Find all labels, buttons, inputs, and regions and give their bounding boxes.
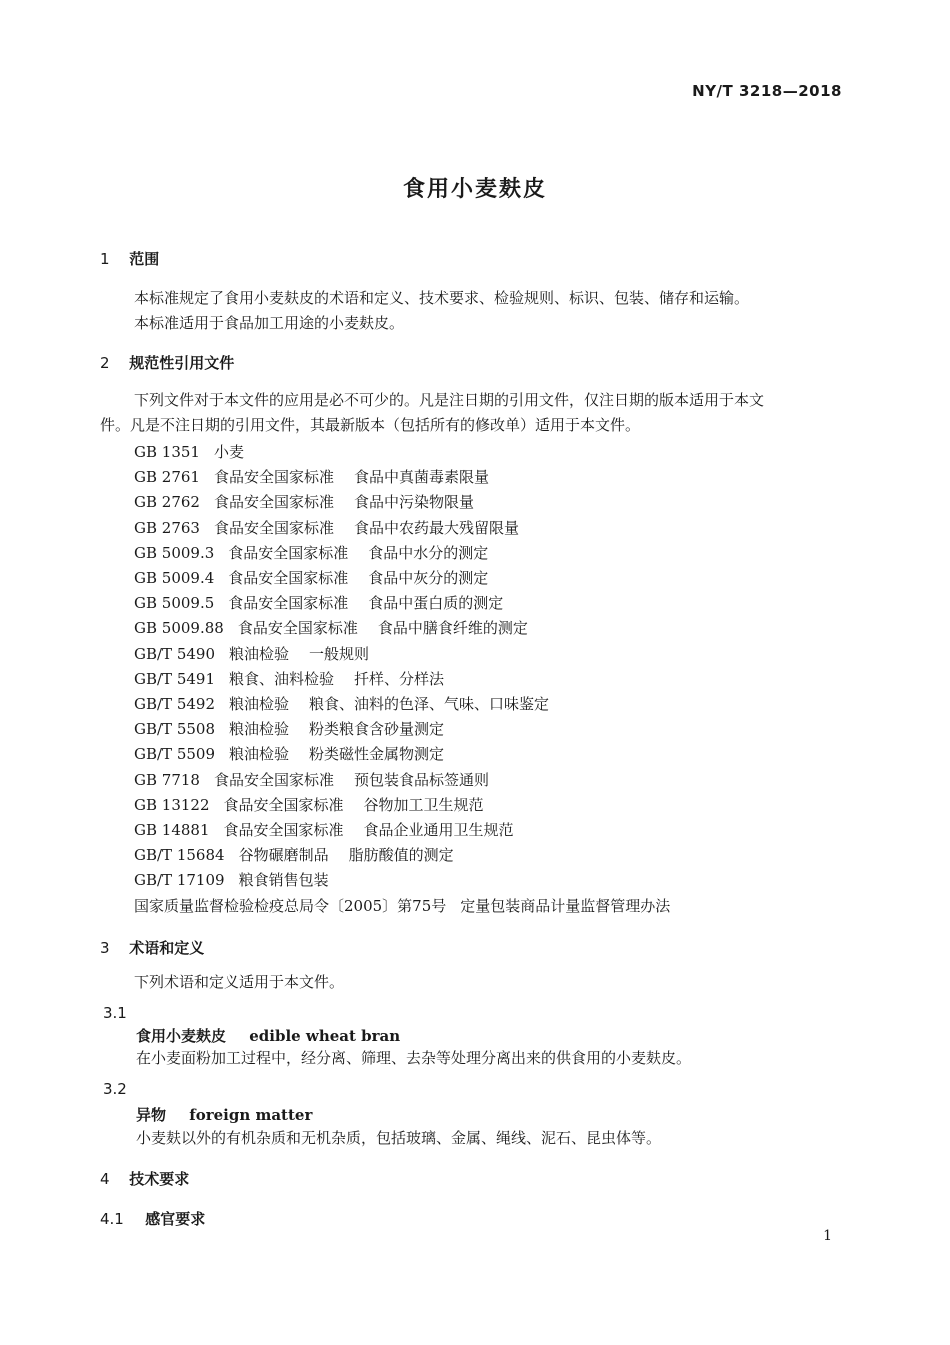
section-4-1-heading (100, 1208, 205, 1229)
term-heading (136, 1104, 312, 1125)
reference-item (134, 516, 690, 541)
reference-subtitle: 粮食、油料的色泽、气味、口味鉴定 (309, 695, 550, 714)
reference-name: 食品安全国家标准 (223, 795, 344, 814)
reference-name: 谷物碾磨制品 (238, 846, 329, 865)
reference-subtitle: 一般规则 (309, 644, 370, 663)
normative-references-list (134, 440, 690, 919)
reference-item (134, 742, 690, 767)
reference-subtitle: 食品企业通用卫生规范 (363, 821, 514, 840)
reference-name: 食品安全国家标准 (237, 619, 358, 638)
reference-name: 粮油检验 (229, 745, 290, 764)
section-1-body (100, 286, 848, 336)
reference-subtitle: 食品中农药最大残留限量 (353, 518, 519, 537)
reference-name: 粮油检验 (229, 695, 290, 714)
reference-name: 定量包装商品计量监督管理办法 (460, 896, 671, 915)
reference-item (134, 894, 690, 919)
reference-subtitle: 粉类磁性金属物测定 (309, 745, 445, 764)
reference-item (134, 465, 690, 490)
term-definition: 在小麦面粉加工过程中，经分离、筛理、去杂等处理分离出来的供食用的小麦麸皮。 (136, 1049, 692, 1067)
reference-item (134, 692, 690, 717)
reference-code: GB 14881 (134, 821, 210, 840)
reference-item (134, 566, 690, 591)
reference-item (134, 818, 690, 843)
reference-code: GB 13122 (134, 795, 210, 814)
reference-code: GB 7718 (134, 770, 200, 789)
reference-item (134, 667, 690, 692)
reference-item (134, 868, 690, 893)
reference-name: 食品安全国家标准 (228, 543, 349, 562)
reference-code: GB 5009.3 (134, 543, 215, 562)
reference-item (134, 440, 690, 465)
paragraph: 本标准规定了食用小麦麸皮的术语和定义、技术要求、检验规则、标识、包装、储存和运输。 (134, 289, 750, 307)
reference-name: 粮油检验 (229, 644, 290, 663)
section-2-intro (100, 388, 848, 438)
reference-subtitle: 食品中膳食纤维的测定 (377, 619, 528, 638)
reference-name: 食品安全国家标准 (228, 594, 349, 613)
term-heading (136, 1025, 400, 1046)
term-definition: 小麦麸以外的有机杂质和无机杂质，包括玻璃、金属、绳线、泥石、昆虫体等。 (136, 1129, 662, 1147)
reference-name: 食品安全国家标准 (213, 468, 334, 487)
reference-code: GB/T 5508 (134, 720, 216, 739)
reference-code: GB 2763 (134, 518, 200, 537)
section-title: 感官要求 (145, 1210, 206, 1228)
section-title: 规范性引用文件 (129, 354, 235, 372)
reference-subtitle: 食品中真菌毒素限量 (353, 468, 489, 487)
reference-subtitle: 食品中蛋白质的测定 (368, 594, 504, 613)
reference-name: 食品安全国家标准 (213, 493, 334, 512)
term-en: foreign matter (189, 1106, 313, 1124)
section-3-intro (100, 970, 848, 995)
reference-code: GB/T 15684 (134, 846, 225, 865)
reference-item (134, 616, 690, 641)
reference-code: GB/T 17109 (134, 871, 225, 890)
section-1-heading (100, 248, 159, 269)
reference-subtitle: 预包装食品标签通则 (353, 770, 489, 789)
term-en: edible wheat bran (249, 1027, 401, 1045)
section-3-heading (100, 937, 204, 958)
paragraph: 下列术语和定义适用于本文件。 (134, 973, 345, 991)
term-number: 3.2 (103, 1080, 127, 1098)
reference-name: 食品安全国家标准 (213, 770, 334, 789)
reference-code: GB 5009.5 (134, 594, 215, 613)
reference-name: 小麦 (213, 443, 244, 461)
reference-subtitle: 脂肪酸值的测定 (348, 846, 454, 865)
reference-code: GB 2762 (134, 493, 200, 512)
reference-code: GB/T 5509 (134, 745, 216, 764)
reference-code: GB 5009.4 (134, 569, 215, 588)
reference-item (134, 541, 690, 566)
reference-code: GB 5009.88 (134, 619, 224, 638)
term-zh: 食用小麦麸皮 (136, 1027, 227, 1045)
reference-item (134, 793, 690, 818)
reference-subtitle: 粉类粮食含砂量测定 (309, 720, 445, 739)
reference-item (134, 768, 690, 793)
section-number: 2 (100, 354, 110, 372)
section-2-heading (100, 352, 234, 373)
reference-code: GB/T 5490 (134, 644, 216, 663)
term-zh: 异物 (136, 1106, 167, 1124)
section-number: 4.1 (100, 1210, 124, 1228)
reference-subtitle: 谷物加工卫生规范 (363, 795, 484, 814)
paragraph: 本标准适用于食品加工用途的小麦麸皮。 (134, 314, 405, 332)
document-title: 食用小麦麸皮 (402, 177, 547, 202)
section-title: 术语和定义 (129, 939, 205, 957)
section-number: 1 (100, 250, 110, 268)
reference-code: GB/T 5491 (134, 669, 216, 688)
section-title: 范围 (129, 250, 160, 268)
paragraph-line: 件。凡是不注日期的引用文件，其最新版本（包括所有的修改单）适用于本文件。 (100, 416, 641, 434)
page-number: 1 (823, 1228, 832, 1244)
reference-name: 粮食销售包装 (238, 871, 329, 890)
reference-subtitle: 扦样、分样法 (354, 669, 445, 688)
reference-item (134, 843, 690, 868)
reference-subtitle: 食品中污染物限量 (353, 493, 474, 512)
reference-item (134, 717, 690, 742)
reference-name: 食品安全国家标准 (213, 518, 334, 537)
reference-name: 食品安全国家标准 (228, 569, 349, 588)
section-number: 4 (100, 1170, 110, 1188)
reference-item (134, 591, 690, 616)
section-title: 技术要求 (129, 1170, 190, 1188)
reference-subtitle: 食品中灰分的测定 (368, 569, 489, 588)
reference-subtitle: 食品中水分的测定 (368, 543, 489, 562)
reference-code: GB 1351 (134, 443, 200, 461)
standard-number: NY/T 3218—2018 (692, 82, 842, 100)
reference-name: 食品安全国家标准 (223, 821, 344, 840)
reference-item (134, 642, 690, 667)
term-number: 3.1 (103, 1004, 127, 1022)
reference-code: GB 2761 (134, 468, 200, 487)
paragraph-line: 下列文件对于本文件的应用是必不可少的。凡是注日期的引用文件，仅注日期的版本适用于本文 (134, 391, 765, 409)
reference-name: 粮食、油料检验 (229, 669, 335, 688)
reference-item (134, 490, 690, 515)
section-number: 3 (100, 939, 110, 957)
reference-code: 国家质量监督检验检疫总局令〔2005〕第75号 (134, 896, 447, 915)
section-4-heading (100, 1168, 189, 1189)
reference-code: GB/T 5492 (134, 695, 216, 714)
reference-name: 粮油检验 (229, 720, 290, 739)
